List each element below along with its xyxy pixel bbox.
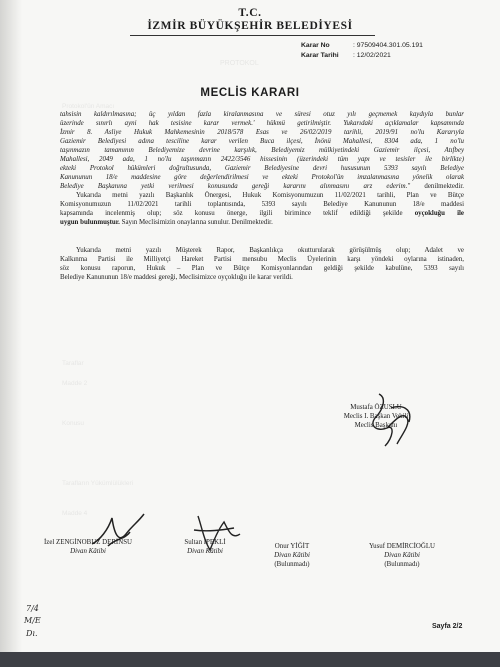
- header-country: T.C.: [238, 7, 262, 19]
- header-rule: [130, 35, 375, 36]
- handwritten-initials-3: Dı.: [26, 629, 38, 638]
- emphasis-text: oyçokluğu ile: [414, 210, 464, 217]
- header-organization: İZMİR BÜYÜKŞEHİR BELEDİYESİ: [147, 20, 353, 32]
- decision-number-label: Karar No: [301, 42, 330, 49]
- decision-date: [301, 52, 391, 59]
- background-strip: [0, 652, 500, 667]
- clerk-4-name: Yusuf DEMİRCİOĞLU: [368, 543, 436, 550]
- paragraph-2-line: söz konusu raporun, Hukuk – Plan ve Bütçe Komisyonlarından geldiği şekilde kabulüne, 5393 sayılı: [60, 265, 464, 272]
- clerk-1-name: İzel ZENGİNOBUZ DERİNSU: [43, 539, 133, 546]
- page-number: Sayfa 2/2: [432, 623, 463, 630]
- paragraph-1-line: Belediye Başkanına yetki verilmesi konusunda gereği kararını alınmasını arz ederim." denilmektedir.: [60, 183, 464, 190]
- paragraph-1-line: Mahallesi, 2049 ada, 1 no'lu taşınmazın 2422/3546 hissesinin (üzerindeki tüm yapı ve tesisler ile birlikte): [60, 156, 464, 163]
- handwritten-initials-1: 7/4: [26, 604, 39, 613]
- paragraph-2-line: Belediye Kanununun 18/e maddesi gereği, Meclisimizce oyçokluğu ile karar verildi.: [60, 274, 293, 281]
- paragraph-1-line: üzerinde sınırlı ayni hak tesisine karar vermek.' hükmü getirilmiştir. Yukarıdaki açıklamalar kapsamında: [60, 120, 464, 127]
- paragraph-2-line: Kalkınma Partisi ile Milliyetçi Hareket Partisi mensubu Meclis Üyelerinin karşı yöndeki oylarına istinaden,: [60, 256, 464, 263]
- bleed-through-text: Taraflar: [62, 360, 84, 367]
- chair-role-1: Meclis I. Başkan Vekili: [343, 413, 409, 420]
- quoted-text: Belediye Başkanına yetki verilmesi konusunda gereği kararını alınmasını arz ederim.": [60, 183, 411, 190]
- decision-number-value: : 97509404.301.05.191: [353, 42, 423, 49]
- clerk-4-role: Divan Kâtibi: [384, 552, 420, 559]
- bleed-through-text: Tarafların Yükümlülükleri: [62, 480, 134, 487]
- decision-date-label: Karar Tarihi: [301, 52, 339, 59]
- paragraph-1-line: Komisyonumuzun 11/02/2021 tarihli toplantısında, 5393 sayılı Belediye Kanununun 18/e maddesi: [60, 201, 464, 208]
- chair-name: Mustafa ÖZUSLU: [350, 404, 402, 411]
- bleed-through-text: Protokol'ün Amacı: [62, 103, 115, 110]
- clerk-2-name: Sultan İPEKLİ: [184, 539, 226, 546]
- paragraph-1-line: Yukarıda metni yazılı Başkanlık Önergesi, Hukuk Komisyonumuzun 11/02/2021 tarihli, Plan ve Bütçe: [76, 192, 464, 199]
- clerk-4-note: (Bulunmadı): [384, 561, 420, 568]
- paragraph-1-line: taşınmazın tamamının Belediyemize devrine karşılık, Belediyemiz mülkiyetindeki Gaziemir ilçesi, Atıfbey: [60, 147, 464, 154]
- chair-role-2: Meclis Başkanı: [354, 422, 398, 429]
- paragraph-1-line: uygun bulunmuştur. Sayın Meclisimizin onaylarına sunulur. Denilmektedir.: [60, 219, 273, 226]
- bleed-through-text: PROTOKOL: [220, 60, 259, 67]
- paper-shadow: [0, 0, 22, 667]
- paragraph-1-line: ekteki Protokol hükümleri doğrultusunda, Gaziemir Belediyesine devri hususunun 5393 sayılı Belediye: [60, 165, 464, 172]
- bleed-through-text: Madde 4: [62, 510, 88, 517]
- paragraph-1-line: Kanununun 18/e maddesine göre değerlendirilmesi ve ekteki Protokol'ün imzalanmasına yönelik olarak: [60, 174, 464, 181]
- paragraph-1-line: kapsamında incelenmiş olup; söz konusu önerge, ilgili birimince teklif edildiği şekilde oyçokluğu ile: [60, 210, 464, 217]
- decision-number: [301, 42, 423, 49]
- bleed-through-text: Madde 2: [62, 380, 88, 387]
- paragraph-2-line: Yukarıda metni yazılı Müşterek Rapor, Başkanlıkça okutturularak görüşülmüş olup; Adalet ve: [76, 247, 464, 254]
- clerk-3-role: Divan Kâtibi: [274, 552, 310, 559]
- clerk-3-note: (Bulunmadı): [274, 561, 310, 568]
- clerk-3-name: Onur YİĞİT: [274, 543, 310, 550]
- decision-date-value: : 12/02/2021: [353, 52, 391, 59]
- emphasis-text: uygun bulunmuştur.: [60, 219, 120, 226]
- paragraph-1-line: tahsisin kaldırılmasına; üç yıldan fazla kiralanmasına ve süresi otuz yılı geçmemek kaydıyla bunlar: [60, 111, 464, 118]
- clerk-2-role: Divan Kâtibi: [187, 548, 223, 555]
- document-title: MECLİS KARARI: [200, 87, 300, 99]
- handwritten-initials-2: M/E: [24, 616, 41, 625]
- paragraph-1-line: İzmir 8. Asliye Hukuk Mahkemesinin 2018/578 Esas ve 26/02/2019 tarihli, 2019/91 no'lu Kararıyla: [60, 129, 464, 136]
- bleed-through-text: Konusu: [62, 420, 85, 427]
- clerk-1-role: Divan Kâtibi: [70, 548, 106, 555]
- paragraph-1-line: Gaziemir Belediyesi adına tesciline karar verilen Buca ilçesi, İnönü Mahallesi, 8304 ada, 1 no'lu: [60, 138, 464, 145]
